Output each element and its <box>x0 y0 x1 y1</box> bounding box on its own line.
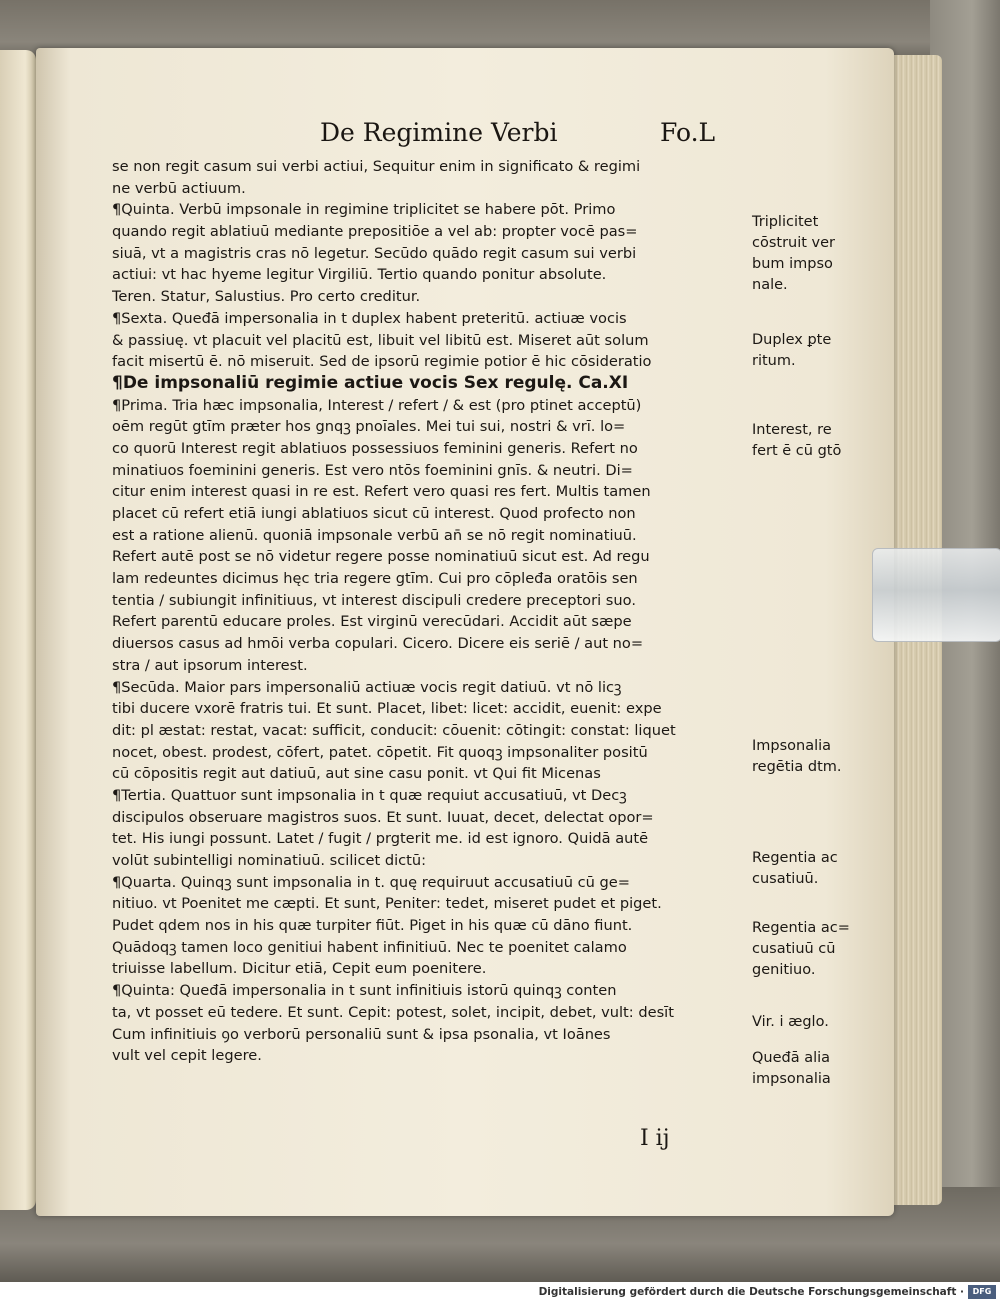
text-line: ¶Sexta. Queđā impersonalia in t duplex habent preteritū. actiuæ vocis <box>112 309 627 327</box>
margin-note-line: Regentia ac= <box>752 920 850 936</box>
margin-note-line: cusatiuū. <box>752 871 819 887</box>
text-line: Refert autē post se nō videtur regere posse nominatiuū sicut est. Ad regu <box>112 548 650 566</box>
margin-note <box>752 1012 892 1033</box>
text-line: stra / aut ipsorum interest. <box>112 656 308 674</box>
text-line: discipulos obseruare magistros suos. Et sunt. Iuuat, decet, delectat opor= <box>112 808 654 826</box>
text-line: cū cōpositis regit aut datiuū, aut sine casu ponit. vt Qui fit Micenas <box>112 765 601 783</box>
text-line: tibi ducere vxorē fratris tui. Et sunt. Placet, libet: licet: accidit, euenit: expe <box>112 700 662 718</box>
text-line: lam redeuntes dicimus hęc tria regere gtīm. Cui pro cōpleđa oratōis sen <box>112 570 638 588</box>
margin-note-line: Queđā alia <box>752 1050 831 1066</box>
text-line: & passiuę. vt placuit vel placitū est, libuit vel libitū est. Miseret aūt solum <box>112 331 649 349</box>
margin-note <box>752 212 892 296</box>
text-line: ta, vt posset eū tedere. Et sunt. Cepit: potest, solet, incipit, debet, vult: desīt <box>112 1003 674 1021</box>
text-line: est a ratione alienū. quoniā impsonale verbū an̄ se nō regit nominatiuū. <box>112 526 637 544</box>
margin-note <box>752 330 892 372</box>
text-line: ¶Quarta. Quinqꝫ sunt impsonalia in t. quę requiruut accusatiuū cū ge= <box>112 873 630 891</box>
margin-note-line: Vir. i æglo. <box>752 1014 829 1030</box>
text-line: diuersos casus ad hmōi verba copulari. Cicero. Dicere eis seriē / aut no= <box>112 635 644 653</box>
margin-note <box>752 918 892 981</box>
footer-credit: Digitalisierung gefördert durch die Deutsche Forschungsgemeinschaft · <box>538 1286 964 1298</box>
text-line: tet. His iungi possunt. Latet / fugit / prgterit me. id est ignoro. Quidā autē <box>112 830 649 848</box>
text-line: nocet, obest. prodest, cōfert, patet. cōpetit. Fit quoqꝫ impsonaliter positū <box>112 743 648 761</box>
text-line: ¶Tertia. Quattuor sunt impsonalia in t quæ requiut accusatiuū, vt Decꝫ <box>112 786 627 804</box>
text-line: Refert parentū educare proles. Est virginū verecūdari. Accidit aūt sæpe <box>112 613 632 631</box>
margin-note-line: Interest, re <box>752 422 832 438</box>
text-line: tentia / subiungit infinitiuus, vt interest discipuli credere preceptori suo. <box>112 591 636 609</box>
text-line: siuā, vt a magistris cras nō legetur. Secūdo quādo regit casum sui verbi <box>112 244 637 262</box>
margin-note-line: Duplex ꝑte <box>752 332 832 348</box>
margin-note <box>752 1048 892 1090</box>
text-line: minatiuos foeminini generis. Est vero ntōs foeminini gnīs. & neutri. Di= <box>112 461 633 479</box>
text-line: Teren. Statur, Salustius. Pro certo creditur. <box>112 288 421 306</box>
text-line: oēm regūt gtīm præter hos gnqꝫ pnoīales. Mei tui sui, nostri & vrī. lo= <box>112 418 626 436</box>
margin-note <box>752 848 892 890</box>
page-clip <box>872 548 1000 642</box>
text-line: ¶Quinta. Verbū impsonale in regimine triplicitet se habere pōt. Primo <box>112 201 616 219</box>
margin-notes <box>752 0 882 1282</box>
footer-bar <box>0 1282 1000 1303</box>
text-line: facit misertū ē. nō miseruit. Sed de ipsorū regimie potior ē hic cōsideratio <box>112 353 652 371</box>
text-line: Pudet qdem nos in his quæ turpiter fiūt. Piget in his quæ cū dāno fiunt. <box>112 917 633 935</box>
text-line: Cum infinitiuis ꝯo verborū personaliū sunt & ipsa psonalia, vt Ioānes <box>112 1025 611 1043</box>
text-line: Quādoqꝫ tamen loco genitiui habent infinitiuū. Nec te poenitet calamo <box>112 938 627 956</box>
margin-note-line: cusatiuū cū <box>752 941 836 957</box>
margin-note-line: Triplicitet <box>752 214 819 230</box>
text-line: nitiuo. vt Poenitet me cæpti. Et sunt, Peniter: tedet, miseret pudet et piget. <box>112 895 662 913</box>
margin-note-line: fert ē cū gtō <box>752 443 842 459</box>
text-line: dit: pl æstat: restat, vacat: sufficit, conducit: cōuenit: cōtingit: constat: liquet <box>112 721 676 739</box>
text-line: citur enim interest quasi in re est. Refert vero quasi res fert. Multis tamen <box>112 483 651 501</box>
text-line: volūt subintelligi nominatiuū. scilicet dictū: <box>112 852 427 869</box>
main-text-block <box>112 156 752 1067</box>
margin-note-line: Regentia ac <box>752 850 838 866</box>
margin-note-line: cōstruit ver <box>752 235 836 251</box>
margin-note-line: bum impso <box>752 256 833 272</box>
text-line: placet cū refert etiā iungi ablatiuos sicut cū interest. Quod profecto non <box>112 505 636 522</box>
text-line: co quorū Interest regit ablatiuos possessiuos feminini generis. Refert no <box>112 439 638 457</box>
text-line: quando regit ablatiuū mediante prepositiōe a vel ab: propter vocē pas= <box>112 223 638 241</box>
chapter-heading: ¶De impsonaliū regimie actiue vocis Sex regulę. Ca.XI <box>112 372 629 393</box>
margin-note-line: nale. <box>752 277 788 293</box>
text-line: triuisse labellum. Dicitur etiā, Cepit eum poenitere. <box>112 960 487 978</box>
margin-note-line: genitiuo. <box>752 962 816 978</box>
text-line: ¶Quinta: Queđā impersonalia in t sunt infinitiuis istorū quinqꝫ conten <box>112 982 617 1000</box>
margin-note <box>752 736 892 778</box>
text-line: ne verbū actiuum. <box>112 179 246 197</box>
running-title: De Regimine Verbi <box>320 118 558 147</box>
margin-note-line: Impsonalia <box>752 738 832 754</box>
margin-note <box>752 420 892 462</box>
margin-note-line: ritum. <box>752 353 796 369</box>
text-line: actiui: vt hac hyeme legitur Virgiliū. Tertio quando ponitur absolute. <box>112 266 607 284</box>
text-line: ¶Secūda. Maior pars impersonaliū actiuæ vocis regit datiuū. vt nō licꝫ <box>112 678 622 696</box>
margin-note-line: regētia dtm. <box>752 759 842 775</box>
margin-note-line: impsonalia <box>752 1071 831 1087</box>
facing-page-edge <box>0 50 36 1210</box>
dfg-logo-icon: DFG <box>968 1285 996 1299</box>
signature-mark: I ij <box>640 1126 670 1151</box>
text-line: vult vel cepit legere. <box>112 1047 262 1065</box>
text-line: ¶Prima. Tria hæc impsonalia, Interest / refert / & est (pro ptinet acceptū) <box>112 396 642 414</box>
text-line: se non regit casum sui verbi actiui, Sequitur enim in significato & regimi <box>112 158 641 175</box>
folio-number: Fo.L <box>660 118 716 147</box>
